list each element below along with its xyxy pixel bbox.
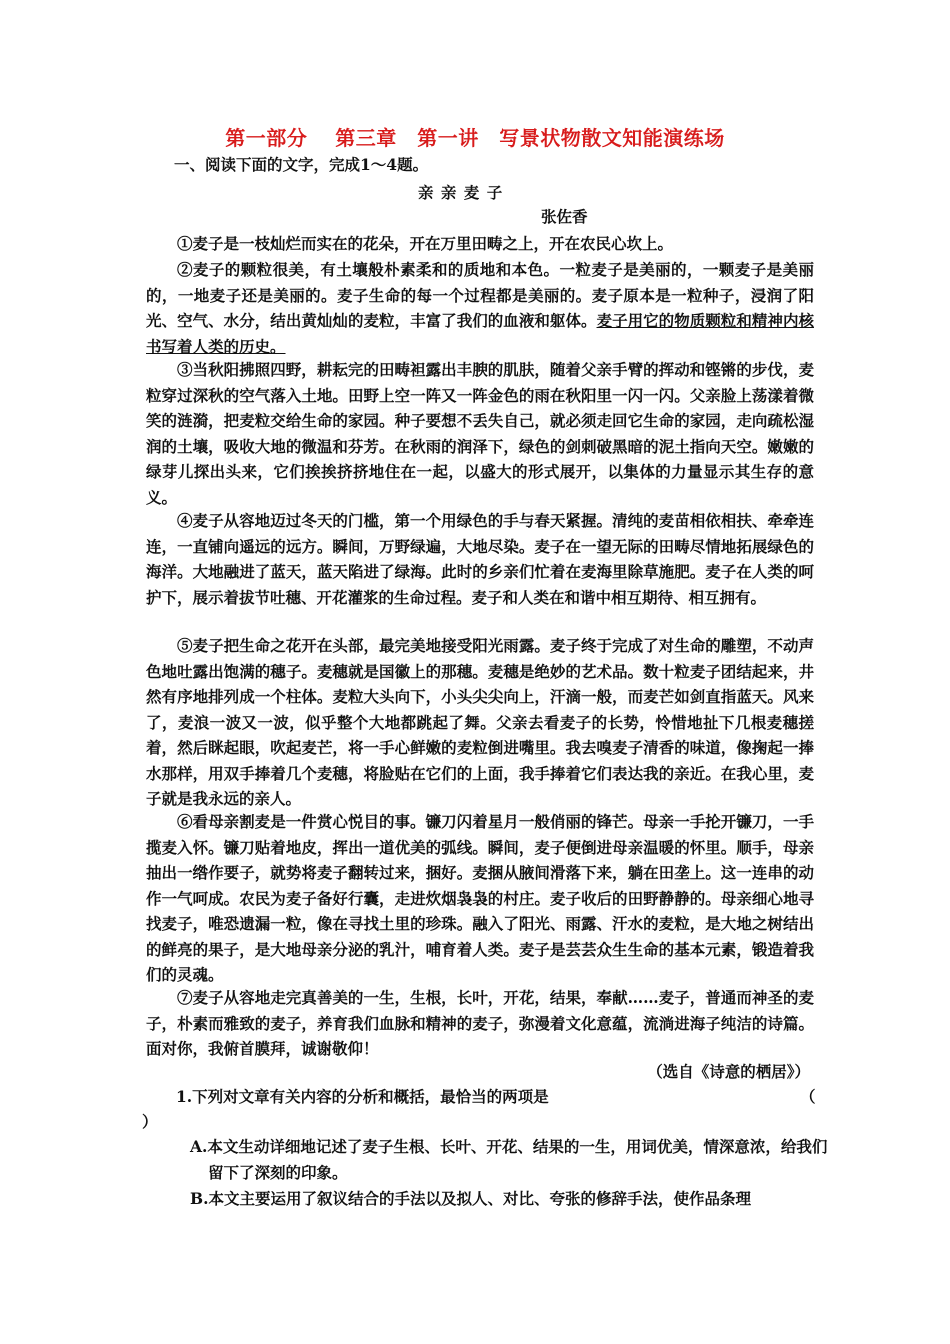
essay-title: 亲 亲 麦 子 [418,183,504,202]
section-heading: 一、阅读下面的文字，完成1～4题。 [174,155,429,174]
paragraph-3: ③当秋阳拂照四野，耕耘完的田畴袒露出丰腴的肌肤，随着父亲手臂的挥动和铿锵的步伐，麦粒穿过深秋的空气落入土地。田野上空一阵又一阵金色的雨在秋阳里一闪一闪。父亲脸上荡漾着微笑的涟漪，把麦粒交给生命的家园。种子要想不丢失自己，就必须走回它生命的家园，走向疏松湿润的土壤，吸收大地的微温和芬芳。在秋雨的润泽下，绿色的剑刺破黑暗的泥土指向天空。嫩嫩的绿芽儿探出头来，它们挨挨挤挤地住在一起，以盛大的形式展开，以集体的力量显示其生存的意义。 [146,360,814,507]
paragraph-2-text: ②麦子的颗粒很美，有土壤般朴素柔和的质地和本色。一粒麦子是美丽的，一颗麦子是美丽的，一地麦子还是美丽的。麦子生命的每一个过程都是美丽的。麦子原本是一粒种子，浸润了阳光、空气、水分，结出黄灿灿的麦粒，丰富了我们的血液和躯体。 [146,260,814,330]
paragraph-7: ⑦麦子从容地走完真善美的一生，生根，长叶，开花，结果，奉献……麦子，普通而神圣的麦子，朴素而雅致的麦子，养育我们血脉和精神的麦子，弥漫着文化意蕴，流淌进海子纯洁的诗篇。面对你，我俯首膜拜，诚谢敬仰！ [146,988,814,1058]
paragraph-1: ①麦子是一枝灿烂而实在的花朵，开在万里田畴之上，开在农民心坎上。 [177,234,674,253]
paragraph-5: ⑤麦子把生命之花开在头部，最完美地接受阳光雨露。麦子终于完成了对生命的雕塑，不动声色地吐露出饱满的穗子。麦穗就是国徽上的那穗。麦穗是绝妙的艺术品。数十粒麦子团结起来，井然有序地排列成一个柱体。麦粒大头向下，小头尖尖向上，汗滴一般，而麦芒如剑直指蓝天。风来了，麦浪一波又一波，似乎整个大地都跳起了舞。父亲去看麦子的长势，怜惜地扯下几根麦穗搓着，然后眯起眼，吹起麦芒，将一手心鲜嫩的麦粒倒进嘴里。我去嗅麦子清香的味道，像掬起一捧水那样，用双手捧着几个麦穗，将脸贴在它们的上面，我手捧着它们表达我的亲近。在我心里，麦子就是我永远的亲人。 [146,636,814,808]
question-1-stem: 1.下列对文章有关内容的分析和概括，最恰当的两项是 [176,1087,549,1106]
page-title: 第一部分 第三章 第一讲 写景状物散文知能演练场 [225,126,725,150]
essay-source: （选自《诗意的栖居》） [647,1062,810,1081]
option-a: A.本文生动详细地记述了麦子生根、长叶、开花、结果的一生，用词优美，情深意浓，给我们留下了深刻的印象。 [190,1137,828,1182]
option-b: B.本文主要运用了叙议结合的手法以及拟人、对比、夸张的修辞手法，使作品条理 [190,1189,751,1208]
paragraph-6: ⑥看母亲割麦是一件赏心悦目的事。镰刀闪着星月一般俏丽的锋芒。母亲一手抡开镰刀，一手揽麦入怀。镰刀贴着地皮，挥出一道优美的弧线。瞬间，麦子便倒进母亲温暖的怀里。顺手，母亲抽出一绺作要子，就势将麦子翻转过来，捆好。麦捆从腋间滑落下来，躺在田垄上。这一连串的动作一气呵成。农民为麦子备好行囊，走进炊烟袅袅的村庄。麦子收后的田野静静的。母亲细心地寻找麦子，唯恐遗漏一粒，像在寻找土里的珍珠。融入了阳光、雨露、汗水的麦粒，是大地之树结出的鲜亮的果子，是大地母亲分泌的乳汁，哺育着人类。麦子是芸芸众生生命的基本元素，锻造着我们的灵魂。 [146,812,814,984]
underlined-sentence: 麦子用它的物质颗粒和精神内核书写着人类的历史。 [146,311,814,356]
essay-author: 张佐香 [541,207,588,226]
answer-paren-close: ） [142,1112,158,1131]
paragraph-4: ④麦子从容地迈过冬天的门槛，第一个用绿色的手与春天紧握。清纯的麦苗相依相扶、牵牵连连，一直铺向遥远的远方。瞬间，万野绿遍，大地尽染。麦子在一望无际的田畴尽情地拓展绿色的海洋。大地融进了蓝天，蓝天陷进了绿海。此时的乡亲们忙着在麦海里除草施肥。麦子在人类的呵护下，展示着拔节吐穗、开花灌浆的生命过程。麦子和人类在和谐中相互期待、相互拥有。 [146,511,814,607]
paragraph-2 [146,257,814,359]
answer-paren-open: （ [800,1087,816,1106]
